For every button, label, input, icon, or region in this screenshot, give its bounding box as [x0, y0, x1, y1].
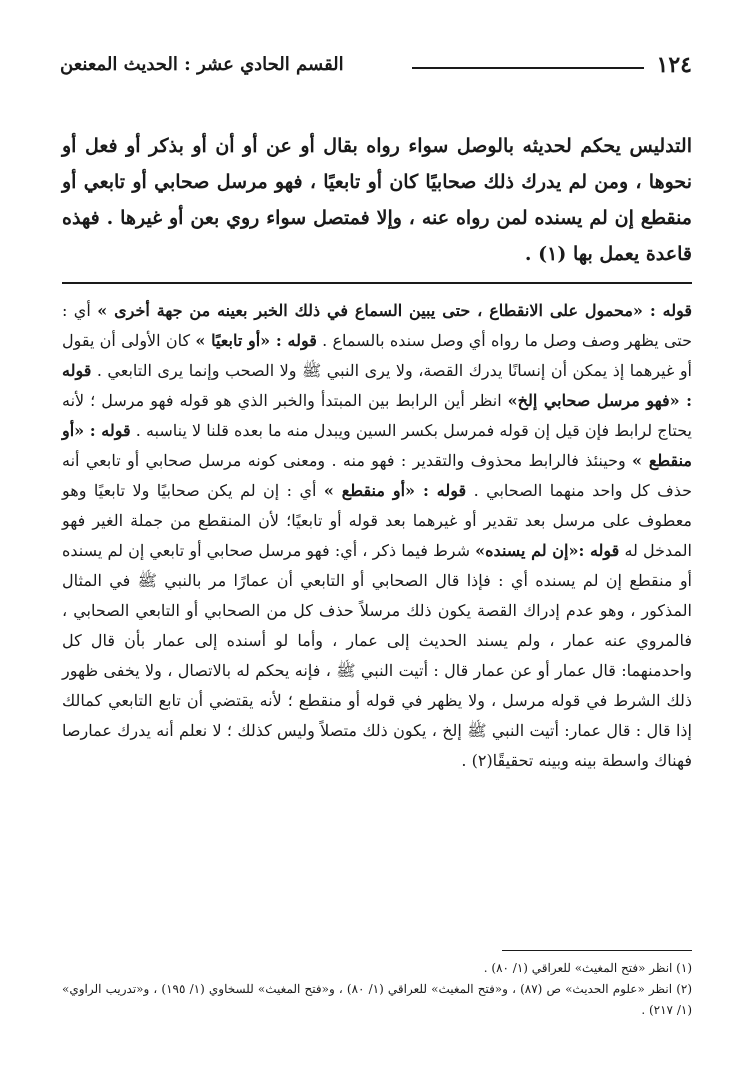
- quoted-phrase: قوله : «أو منقطع »: [62, 421, 693, 470]
- quoted-phrase: قوله :«إن لم يسنده»: [475, 541, 620, 560]
- commentary-text: شرط فيما ذكر ، أي: فهو مرسل صحابي أو تابعي إن لم يسنده أو منقطع إن لم يسنده أي : فإذا قال الصحابي أو التابعي أن عمارًا مر بالنبي ﷺ في المثال المذكور ، وهو عدم إدراك القصة يكون ذلك مرسلاً حذف كل من الصحابي أو التابعي الصحابي ، فالمروي عنه عمار ، ولم يسند الحديث إلى عمار ، وأما لو أسنده إلى عمار بأن قال كل واحدمنهما: قال عمار أو عن عمار قال : أتيت النبي ﷺ ، فإنه يحكم له بالاتصال ، ولا يخفى ظهور ذلك الشرط في قوله مرسل ، ولا يظهر في قوله أو منقطع ؛ لأنه يقتضي أن تابع التابعي كمالك إذا قال : قال عمار: أتيت النبي ﷺ إلخ ، يكون ذلك متصلاً وليس كذلك ؛ لا نعلم أنه يدرك عمارصا فهناك واسطة بينه وبينه تحقيقًا(٢) .: [62, 541, 693, 770]
- commentary-text: انظر أين الرابط بين المبتدأ والخبر الذي هو قوله فهو مرسل ؛ لأنه يحتاج لرابط فإن قيل إن قوله فمرسل بكسر السين ويبدل منه ما بعده قلنا لا يناسبه .: [62, 391, 693, 440]
- quoted-phrase: قوله : «محمول على الانقطاع ، حتى يبين السماع في ذلك الخبر بعينه من جهة أخرى »: [97, 301, 693, 320]
- quoted-phrase: قوله : «أو منقطع »: [323, 481, 467, 500]
- commentary-text: أي : إن لم يكن صحابيًا ولا تابعيًا وهو معطوف على مرسل بعد تقدير أو غيرهما بعد قوله أو تابعيًا؛ لأن المنقطع من جملة الغير فهو المدخل له: [62, 481, 693, 560]
- quoted-phrase: قوله : «أو تابعيًا »: [195, 331, 317, 350]
- page-number: ١٢٤: [656, 52, 692, 78]
- footnote-divider: [502, 950, 692, 951]
- quoted-phrase: قوله : «فهو مرسل صحابي إلخ»: [62, 361, 693, 410]
- main-paragraph: التدليس يحكم لحديثه بالوصل سواء رواه بقال أو عن أو أن أو بذكر أو فعل أو نحوها ، ومن لم يدرك ذلك صحابيًا كان أو تابعيًا ، فهو مرسل صحابي أو تابعي أو منقطع إن لم يسنده لمن رواه عنه ، وإلا فمتصل سواء روي بعن أو غيرها . فهذه قاعدة يعمل بها (١) .: [62, 135, 692, 265]
- commentary-text: أي : حتى يظهر وصف وصل ما رواه أي وصل سنده بالسماع .: [62, 301, 693, 350]
- header-rule: [412, 67, 644, 69]
- commentary: [62, 296, 692, 776]
- commentary-text: كان الأولى أن يقول أو غيرهما إذ يمكن أن إنسانًا يدرك القصة، ولا يرى النبي ﷺ ولا الصحب وإنما يرى التابعي .: [62, 331, 692, 380]
- page-header: [60, 50, 692, 84]
- footnotes: [62, 958, 692, 1021]
- footnote-1: (١) انظر «فتح المغيث» للعراقي (١/ ٨٠) .: [483, 961, 692, 975]
- commentary-paragraph: [62, 296, 692, 776]
- section-divider: [62, 282, 692, 284]
- commentary-text: وحينئذ فالرابط محذوف والتقدير : فهو منه . ومعنى كونه مرسل صحابي أو تابعي أنه حذف كل واحد منهما الصحابي .: [62, 451, 693, 500]
- main-text: [62, 128, 692, 272]
- running-title: القسم الحادي عشر : الحديث المعنعن: [60, 54, 344, 75]
- footnote-2: (٢) انظر «علوم الحديث» ص (٨٧) ، و«فتح المغيث» للعراقي (١/ ٨٠) ، و«فتح المغيث» للسخاوي (١/ ١٩٥) ، و«تدريب الراوي» (١/ ٢١٧) .: [62, 982, 693, 1017]
